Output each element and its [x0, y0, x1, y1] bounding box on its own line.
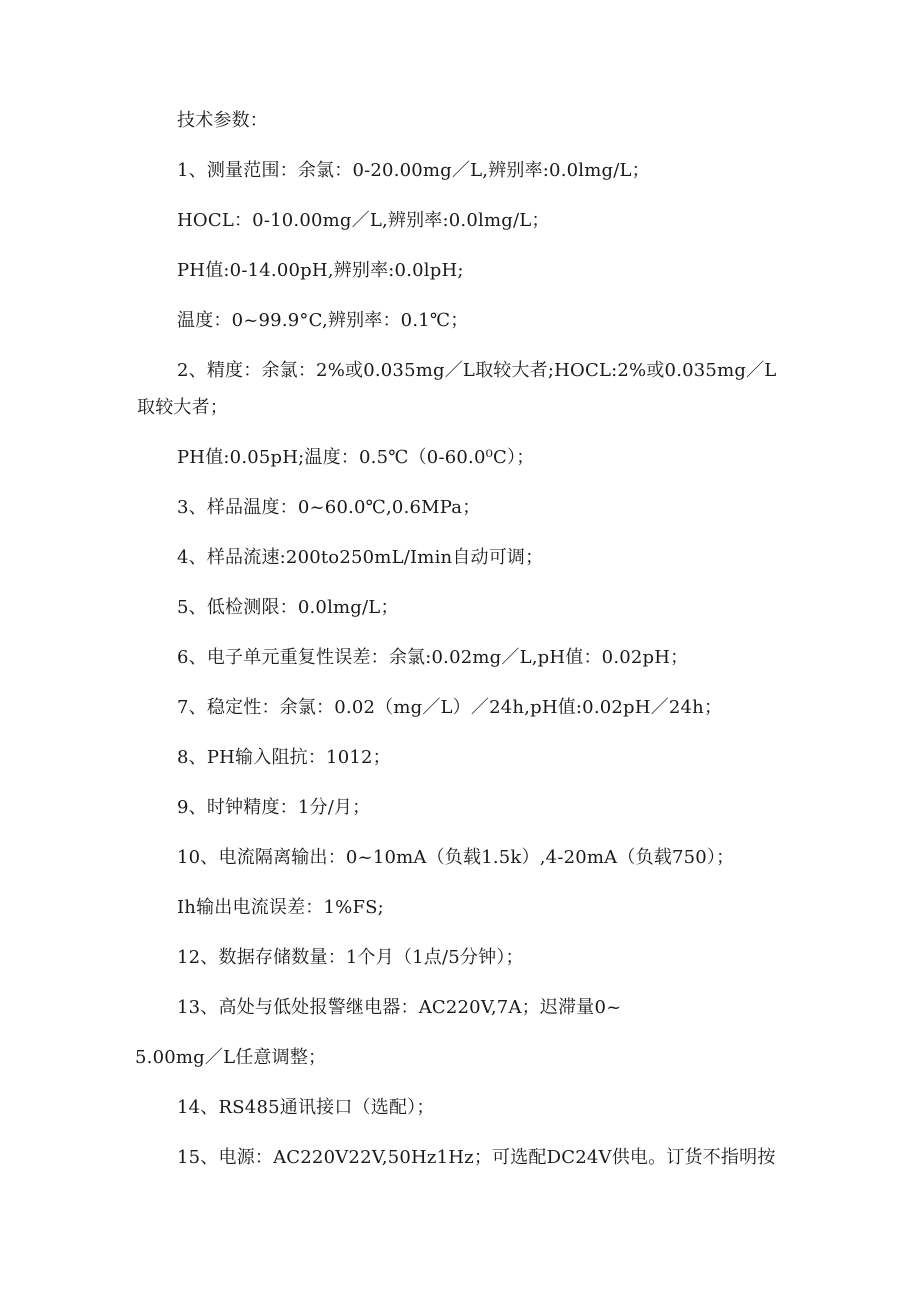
param-line-10: 10、电流隔离输出：0~10mA（负载1.5k）,4-20mA（负载750）；	[177, 847, 735, 868]
param-line-7: 7、稳定性：余氯：0.02（mg／L）／24h,pH值:0.02pH／24h；	[177, 697, 723, 718]
param-line-8: 8、PH输入阻抗：1012；	[177, 747, 391, 768]
param-line-3: 3、样品温度：0~60.0℃,0.6MPa；	[177, 497, 481, 518]
param-line-temp: 温度：0~99.9°C,辨别率：0.1℃；	[177, 310, 469, 331]
param-line-13: 13、高处与低处报警继电器：AC220V,7A；迟滞量0~	[177, 997, 622, 1018]
param-line-5: 5、低检测限：0.0lmg/L；	[177, 597, 399, 618]
param-line-11: Ih输出电流误差：1%FS;	[177, 897, 384, 918]
param-line-1: 1、测量范围：余氯：0-20.00mg／L,辨别率:0.0lmg/L；	[177, 160, 650, 181]
param-line-hocl: HOCL：0-10.00mg／L,辨别率:0.0lmg/L；	[177, 210, 550, 231]
param-line-12: 12、数据存储数量：1个月（1点/5分钟）；	[177, 947, 524, 968]
param-line-2-cont: 取较大者；	[137, 397, 228, 418]
param-line-4: 4、样品流速:200to250mL/Imin自动可调；	[177, 547, 544, 568]
param-line-14: 14、RS485通讯接口（选配）；	[177, 1097, 435, 1118]
param-line-6: 6、电子单元重复性误差：余氯:0.02mg／L,pH值：0.02pH；	[177, 647, 689, 668]
param-line-ph-accuracy: PH值:0.05pH;温度：0.5℃（0-60.0⁰C）；	[177, 447, 535, 468]
section-heading: 技术参数：	[177, 110, 268, 131]
param-line-13-cont: 5.00mg／L任意调整；	[135, 1047, 327, 1068]
param-line-2: 2、精度：余氯：2%或0.035mg／L取较大者;HOCL:2%或0.035mg／L	[177, 360, 777, 381]
param-line-ph: PH值:0-14.00pH,辨别率:0.0lpH;	[177, 260, 464, 281]
param-line-9: 9、时钟精度：1分/月；	[177, 797, 371, 818]
param-line-15: 15、电源：AC220V22V,50Hz1Hz；可选配DC24V供电。订货不指明按	[177, 1147, 776, 1168]
